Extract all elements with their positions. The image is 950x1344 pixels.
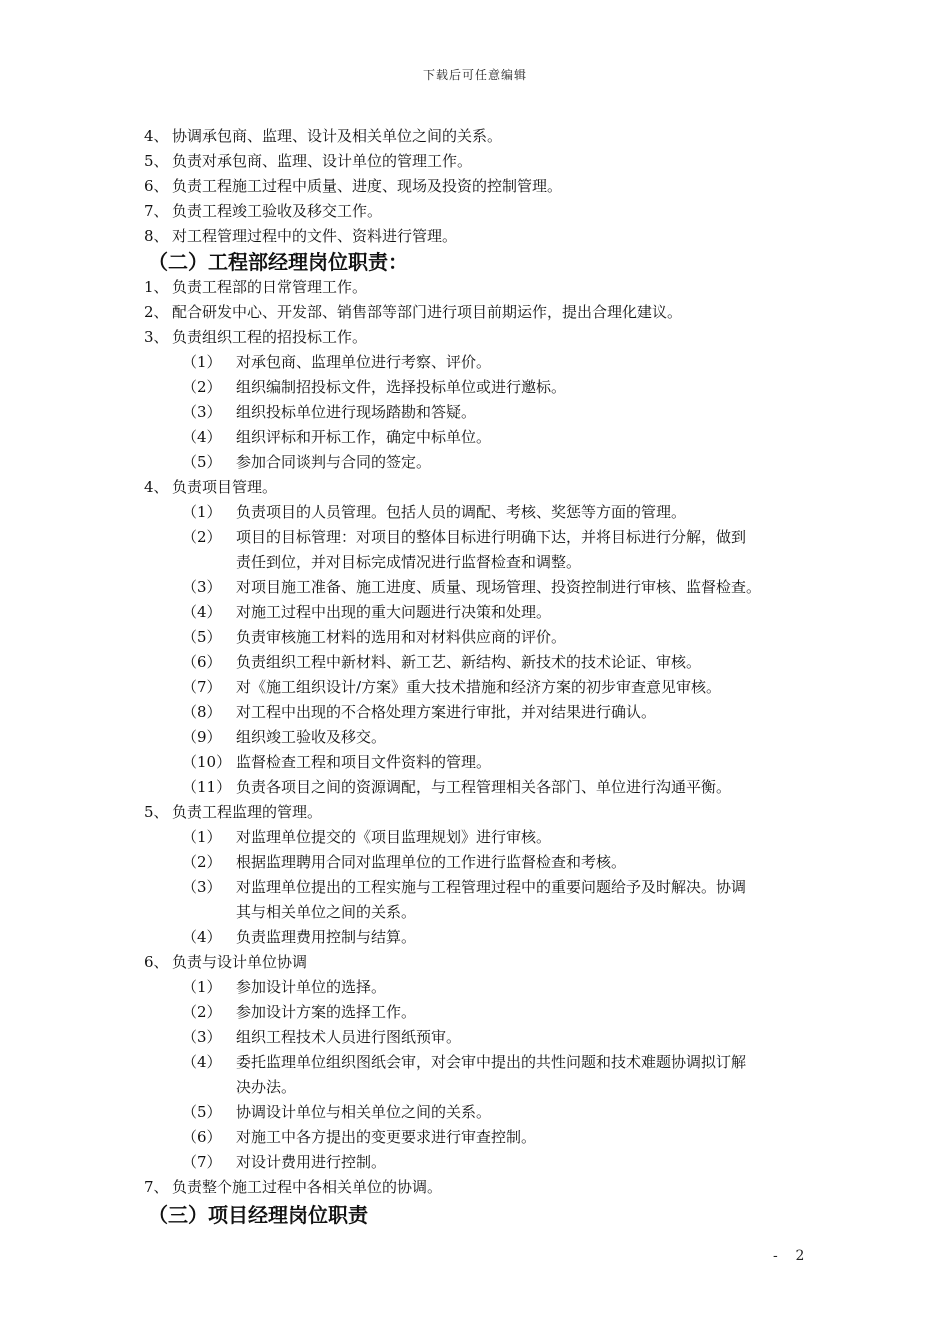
item-number: （1） [182, 503, 222, 521]
list-item [144, 1175, 824, 1200]
sub-list-item [144, 1125, 824, 1150]
item-text: 对监理单位提出的工程实施与工程管理过程中的重要问题给予及时解决。协调 [236, 878, 747, 896]
item-text: 责任到位，并对目标完成情况进行监督检查和调整。 [236, 553, 582, 571]
sub-list-item [144, 600, 824, 625]
item-number: 1、 [144, 278, 169, 296]
list-item [144, 199, 824, 224]
item-text: 负责与设计单位协调 [172, 953, 308, 971]
sub-list-item [144, 1100, 824, 1125]
item-number: 7、 [144, 202, 169, 220]
item-number: （11） [182, 778, 232, 796]
item-text: 对工程中出现的不合格处理方案进行审批，并对结果进行确认。 [236, 703, 657, 721]
item-text: 协调设计单位与相关单位之间的关系。 [236, 1103, 492, 1121]
sub-list-item [144, 1050, 824, 1075]
item-number: （4） [182, 603, 222, 621]
item-number: （6） [182, 1128, 222, 1146]
sub-list-item [144, 775, 824, 800]
item-text: 负责各项目之间的资源调配，与工程管理相关各部门、单位进行沟通平衡。 [236, 778, 732, 796]
sub-list-item [144, 650, 824, 675]
item-text: 协调承包商、监理、设计及相关单位之间的关系。 [172, 127, 503, 145]
item-text: 根据监理聘用合同对监理单位的工作进行监督检查和考核。 [236, 853, 627, 871]
item-text: 组织竣工验收及移交。 [236, 728, 387, 746]
item-number: （3） [182, 878, 222, 896]
list-item [144, 224, 824, 249]
list-item [144, 475, 824, 500]
item-number: 2、 [144, 303, 169, 321]
item-text: 监督检查工程和项目文件资料的管理。 [236, 753, 492, 771]
item-number: 3、 [144, 328, 169, 346]
item-text: 项目的目标管理：对项目的整体目标进行明确下达，并将目标进行分解，做到 [236, 528, 747, 546]
item-number: （4） [182, 428, 222, 446]
sub-list-item [144, 850, 824, 875]
sub-list-item [144, 1025, 824, 1050]
item-text: 委托监理单位组织图纸会审，对会审中提出的共性问题和技术难题协调拟订解 [236, 1053, 747, 1071]
item-number: （4） [182, 1053, 222, 1071]
item-number: （1） [182, 353, 222, 371]
item-text: 负责审核施工材料的选用和对材料供应商的评价。 [236, 628, 567, 646]
item-text: 负责工程监理的管理。 [172, 803, 323, 821]
item-number: （5） [182, 628, 222, 646]
list-item-continuation [144, 550, 824, 575]
page-header: 下载后可任意编辑 [422, 68, 527, 82]
item-number: （2） [182, 378, 222, 396]
list-item [144, 149, 824, 174]
item-text: 对《施工组织设计/方案》重大技术措施和经济方案的初步审查意见审核。 [236, 678, 722, 696]
item-number: （3） [182, 403, 222, 421]
item-number: （2） [182, 528, 222, 546]
item-number: （5） [182, 1103, 222, 1121]
list-item [144, 300, 824, 325]
item-number: 6、 [144, 953, 169, 971]
sub-list-item [144, 1150, 824, 1175]
item-text: 配合研发中心、开发部、销售部等部门进行项目前期运作，提出合理化建议。 [172, 303, 683, 321]
item-number: 4、 [144, 127, 169, 145]
item-number: （7） [182, 1153, 222, 1171]
sub-list-item [144, 525, 824, 550]
item-text: 其与相关单位之间的关系。 [236, 903, 417, 921]
sub-list-item [144, 350, 824, 375]
item-text: 参加设计单位的选择。 [236, 978, 387, 996]
item-text: 组织评标和开标工作，确定中标单位。 [236, 428, 492, 446]
item-number: （8） [182, 703, 222, 721]
sub-list-item [144, 400, 824, 425]
sub-list-item [144, 975, 824, 1000]
sub-list-item [144, 700, 824, 725]
sub-list-item [144, 425, 824, 450]
document-body [144, 124, 824, 1228]
item-number: （7） [182, 678, 222, 696]
item-text: 负责工程竣工验收及移交工作。 [172, 202, 383, 220]
sub-list-item [144, 675, 824, 700]
item-text: 负责组织工程的招投标工作。 [172, 328, 368, 346]
item-number: （5） [182, 453, 222, 471]
item-text: 对工程管理过程中的文件、资料进行管理。 [172, 227, 458, 245]
item-text: 负责工程施工过程中质量、进度、现场及投资的控制管理。 [172, 177, 563, 195]
item-number: （1） [182, 978, 222, 996]
item-text: 负责项目的人员管理。包括人员的调配、考核、奖惩等方面的管理。 [236, 503, 687, 521]
sub-list-item [144, 575, 824, 600]
item-text: 对承包商、监理单位进行考察、评价。 [236, 353, 492, 371]
item-text: 负责对承包商、监理、设计单位的管理工作。 [172, 152, 473, 170]
sub-list-item [144, 925, 824, 950]
page-number: - 2 [773, 1248, 805, 1264]
section-heading: （二）工程部经理岗位职责： [148, 250, 408, 274]
sub-list-item [144, 1000, 824, 1025]
list-item [144, 800, 824, 825]
item-number: （1） [182, 828, 222, 846]
list-item-continuation [144, 900, 824, 925]
item-text: 负责项目管理。 [172, 478, 278, 496]
item-text: 负责整个施工过程中各相关单位的协调。 [172, 1178, 443, 1196]
sub-list-item [144, 875, 824, 900]
list-item [144, 275, 824, 300]
list-item [144, 950, 824, 975]
item-text: 对施工中各方提出的变更要求进行审查控制。 [236, 1128, 537, 1146]
item-number: 4、 [144, 478, 169, 496]
sub-list-item [144, 625, 824, 650]
item-number: 6、 [144, 177, 169, 195]
sub-list-item [144, 825, 824, 850]
item-number: 7、 [144, 1178, 169, 1196]
item-text: 决办法。 [236, 1078, 297, 1096]
sub-list-item [144, 375, 824, 400]
list-item [144, 174, 824, 199]
sub-list-item [144, 750, 824, 775]
item-number: （6） [182, 653, 222, 671]
item-number: （10） [182, 753, 232, 771]
item-text: 参加设计方案的选择工作。 [236, 1003, 417, 1021]
list-item [144, 325, 824, 350]
item-number: （3） [182, 1028, 222, 1046]
item-text: 负责组织工程中新材料、新工艺、新结构、新技术的技术论证、审核。 [236, 653, 702, 671]
item-text: 对项目施工准备、施工进度、质量、现场管理、投资控制进行审核、监督检查。 [236, 578, 762, 596]
item-number: （4） [182, 928, 222, 946]
item-text: 组织工程技术人员进行图纸预审。 [236, 1028, 462, 1046]
item-number: （9） [182, 728, 222, 746]
list-item-continuation [144, 1075, 824, 1100]
item-text: 对设计费用进行控制。 [236, 1153, 387, 1171]
item-number: 5、 [144, 152, 169, 170]
sub-list-item [144, 450, 824, 475]
item-text: 组织投标单位进行现场踏勘和答疑。 [236, 403, 477, 421]
sub-list-item [144, 500, 824, 525]
item-number: （2） [182, 853, 222, 871]
item-text: 参加合同谈判与合同的签定。 [236, 453, 432, 471]
section-heading: （三）项目经理岗位职责 [148, 1203, 368, 1227]
item-text: 对监理单位提交的《项目监理规划》进行审核。 [236, 828, 552, 846]
item-text: 负责工程部的日常管理工作。 [172, 278, 368, 296]
item-number: （2） [182, 1003, 222, 1021]
sub-list-item [144, 725, 824, 750]
item-text: 组织编制招投标文件，选择投标单位或进行邀标。 [236, 378, 567, 396]
item-text: 负责监理费用控制与结算。 [236, 928, 417, 946]
item-number: 5、 [144, 803, 169, 821]
item-number: （3） [182, 578, 222, 596]
list-item [144, 124, 824, 149]
item-text: 对施工过程中出现的重大问题进行决策和处理。 [236, 603, 552, 621]
item-number: 8、 [144, 227, 169, 245]
